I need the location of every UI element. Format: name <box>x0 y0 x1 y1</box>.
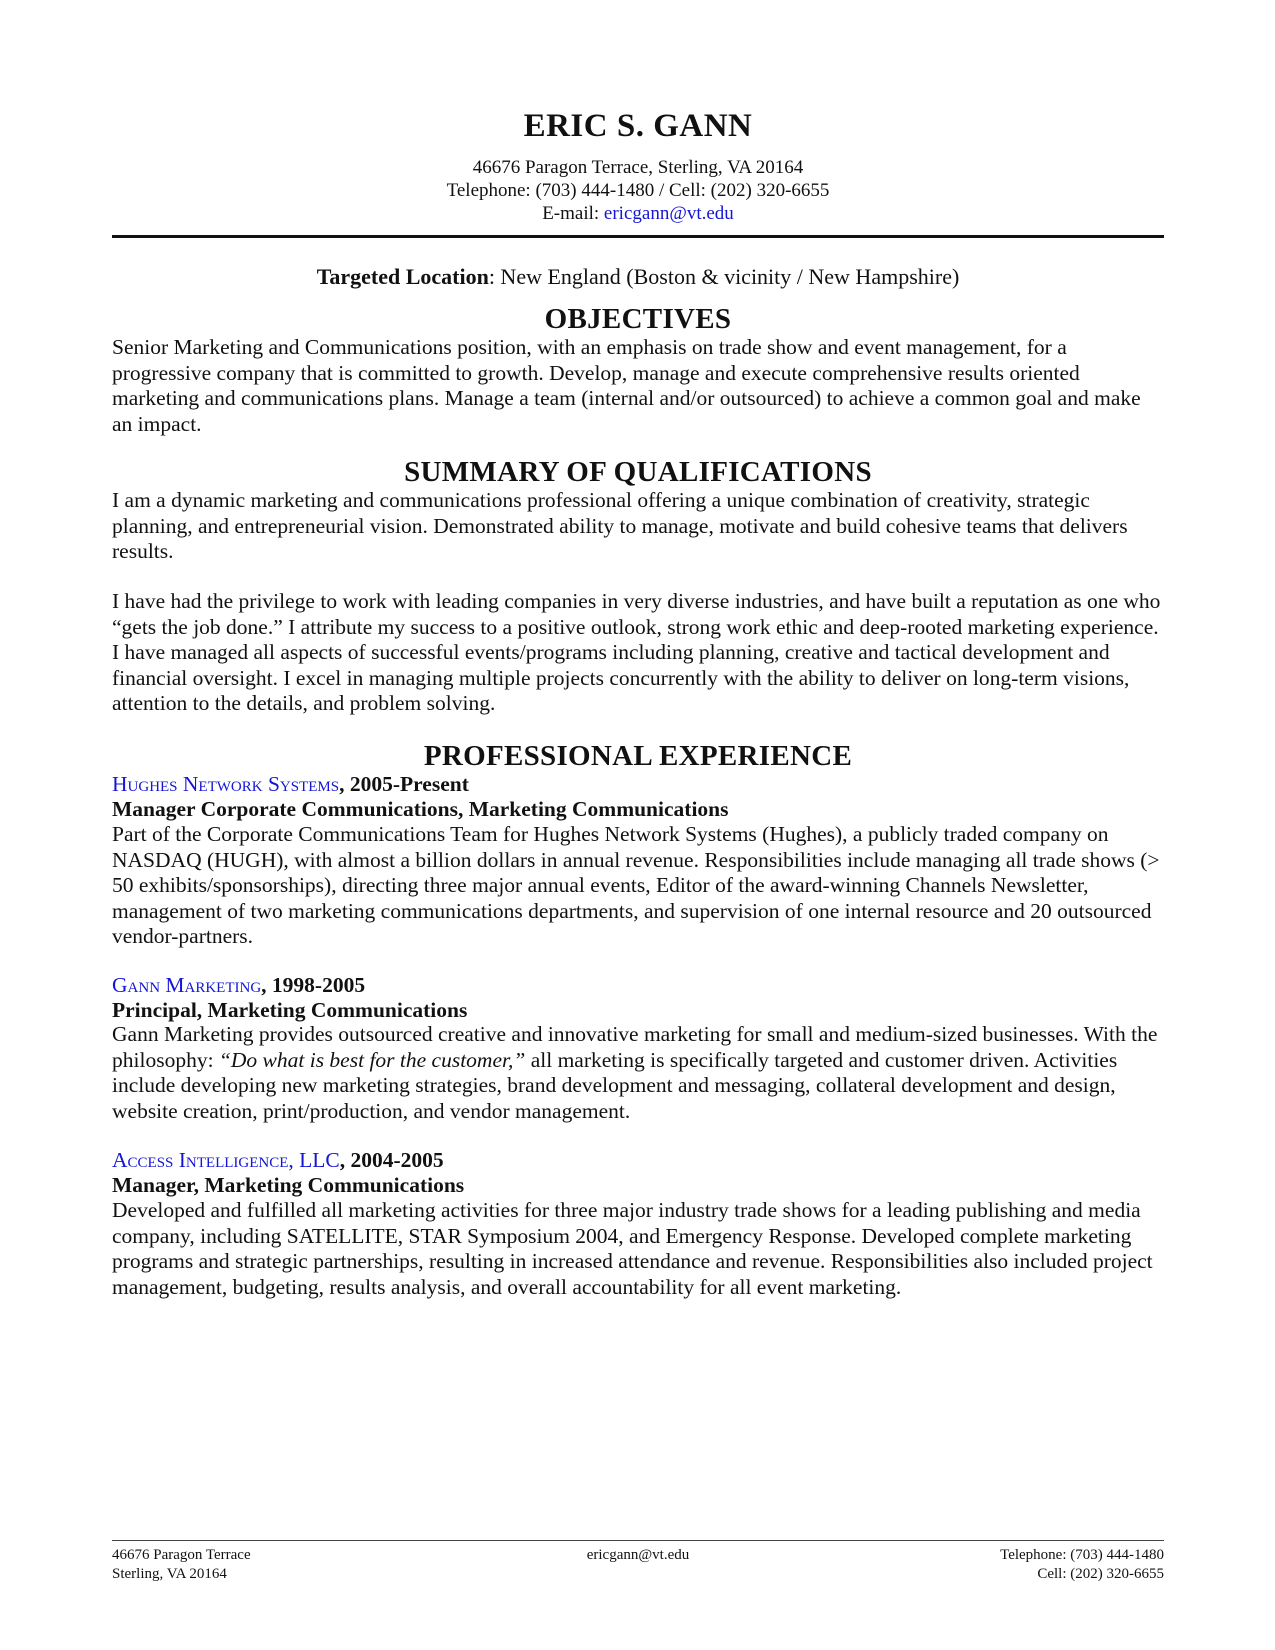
summary-paragraph-1: I am a dynamic marketing and communications professional offering a unique combination of creativity, strategic planning, and entrepreneurial vision. Demonstrated ability to manage, motivate and build cohesive teams that delivers results. <box>112 488 1128 563</box>
email-line <box>112 203 1164 225</box>
email-link[interactable]: ericgann@vt.edu <box>603 203 734 224</box>
job-company-access <box>112 1148 444 1173</box>
job-title: Principal, Marketing Communications <box>112 998 468 1022</box>
footer-address-line: Sterling, VA 20164 <box>112 1566 227 1582</box>
job-company-hughes <box>112 772 469 797</box>
footer-address-line: 46676 Paragon Terrace <box>112 1547 251 1563</box>
job-description-part: all marketing is specifically targeted and customer driven. Activities include developing new marketing strategies, brand development and messaging, collateral development and design, website creation, print/production, and vendor management. <box>112 1047 1118 1123</box>
company-link-access[interactable]: Access Intelligence, LLC <box>112 1148 340 1172</box>
target-value: : New England (Boston & vicinity / New Hampshire) <box>488 264 960 289</box>
job-title: Manager Corporate Communications, Marketing Communications <box>112 797 729 821</box>
footer-divider <box>112 1540 1164 1541</box>
footer-email: ericgann@vt.edu <box>586 1547 690 1563</box>
header-divider <box>112 235 1164 238</box>
job-dates: , 1998-2005 <box>261 973 366 997</box>
company-link-hughes[interactable]: Hughes Network Systems <box>112 772 340 796</box>
candidate-name: ERIC S. GANN <box>523 108 753 144</box>
email-label: E-mail: <box>542 203 604 224</box>
summary-paragraph-2: I have had the privilege to work with leading companies in very diverse industries, and have built a reputation as one who “gets the job done.” I attribute my success to a positive outlook, strong work ethic and deep-rooted marketing experience. I have managed all aspects of successful events/programs including planning, creative and tactical development and financial oversight. I excel in managing multiple projects concurrently with the ability to deliver on long-term visions, attention to the details, and problem solving. <box>112 589 1161 715</box>
company-link-gann[interactable]: Gann Marketing <box>112 973 262 997</box>
job-dates: , 2005-Present <box>339 772 469 796</box>
address-line: 46676 Paragon Terrace, Sterling, VA 20164 <box>472 157 804 178</box>
phone-line: Telephone: (703) 444-1480 / Cell: (202) 320-6655 <box>446 180 830 201</box>
objectives-heading: OBJECTIVES <box>544 303 732 335</box>
target-label: Targeted Location <box>316 264 489 289</box>
job-company-gann <box>112 973 365 998</box>
job-title: Manager, Marketing Communications <box>112 1173 465 1197</box>
targeted-location <box>112 264 1164 290</box>
job-description: Developed and fulfilled all marketing activities for three major industry trade shows for a leading publishing and media company, including SATELLITE, STAR Symposium 2004, and Emergency Response. Developed complete marketing programs and strategic partnerships, resulting in increased attendance and revenue. Responsibilities also included project management, budgeting, results analysis, and overall accountability for all event marketing. <box>112 1198 1153 1299</box>
footer-phones <box>1000 1546 1164 1584</box>
job-description-part: Gann Marketing provides outsourced creative and innovative marketing for small and medium-sized businesses. With the philosophy: <box>112 1022 1158 1072</box>
job-description: Part of the Corporate Communications Team for Hughes Network Systems (Hughes), a publicly traded company on NASDAQ (HUGH), with almost a billion dollars in annual revenue. Responsibilities include managing all trade shows (> 50 exhibits/sponsorships), directing three major annual events, Editor of the award-winning Channels Newsletter, management of two marketing communications departments, and supervision of one internal resource and 20 outsourced vendor-partners. <box>112 822 1160 948</box>
objectives-text: Senior Marketing and Communications position, with an emphasis on trade show and event management, for a progressive company that is committed to growth. Develop, manage and execute comprehensive results oriented marketing and communications plans. Manage a team (internal and/or outsourced) to achieve a common goal and make an impact. <box>112 335 1141 436</box>
summary-heading: SUMMARY OF QUALIFICATIONS <box>404 456 872 488</box>
job-description <box>112 1022 1164 1124</box>
job-philosophy-quote: “Do what is best for the customer,” <box>218 1047 526 1072</box>
experience-heading: PROFESSIONAL EXPERIENCE <box>423 740 853 772</box>
footer-phone-line: Telephone: (703) 444-1480 <box>1000 1547 1164 1563</box>
footer-phone-line: Cell: (202) 320-6655 <box>1037 1566 1164 1582</box>
job-dates: , 2004-2005 <box>339 1148 444 1172</box>
